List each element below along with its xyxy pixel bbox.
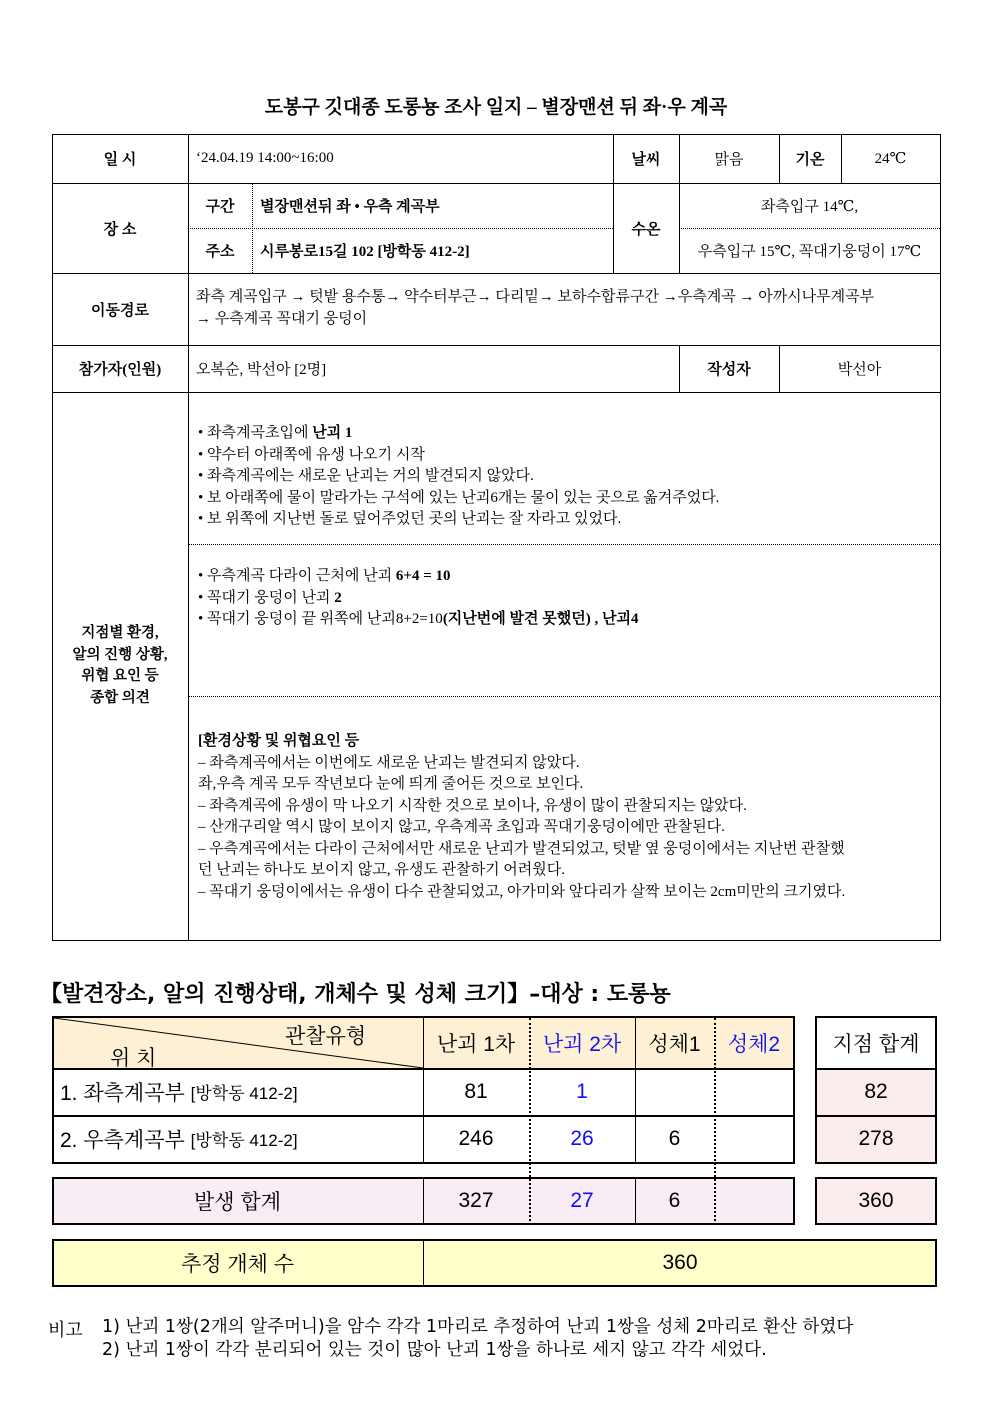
estimate-label: 추정 개체 수	[180, 1253, 295, 1276]
weather-label: 날씨	[631, 152, 661, 168]
notes-label	[52, 392, 188, 940]
note-item: 좌,우측 계곡 모두 작년보다 눈에 띄게 줄어든 것으로 보인다.	[198, 776, 584, 792]
water-temp-1: 좌측입구 14℃,	[760, 199, 859, 215]
col-egg-1: 난괴 1차	[436, 1033, 516, 1056]
note-item: – 좌측계곡에서는 이번에도 새로운 난괴는 발견되지 않았다.	[198, 754, 580, 771]
note-item: • 보 위쪽에 지난번 돌로 덮어주었던 곳의 난괴는 잘 자라고 있었다.	[198, 511, 622, 527]
cell	[714, 1115, 794, 1162]
col-adult-1: 성체1	[648, 1033, 701, 1056]
note-item: • 꼭대기 웅덩이 난괴 2	[198, 589, 342, 606]
note-item: • 꼭대기 웅덩이 끝 위쪽에 난괴8+2=10(지난번에 발견 못했던) , 난괴4	[198, 611, 639, 627]
cell: 6	[668, 1126, 681, 1150]
page-title: 도봉구 깃대종 도롱뇽 조사 일지 – 별장맨션 뒤 좌·우 계곡	[264, 96, 728, 118]
note-item: • 우측계곡 다라이 근처에 난괴 6+4 = 10	[198, 568, 451, 584]
date-label: 일 시	[103, 152, 137, 168]
section-label: 구간	[205, 199, 235, 215]
route-label: 이동경로	[91, 302, 149, 319]
participants-value: 오복순, 박선아 [2명]	[196, 362, 327, 378]
cell: 27	[570, 1189, 594, 1212]
header-type: 관찰유형	[285, 1025, 367, 1048]
place-label: 장 소	[103, 221, 137, 238]
notes-label-line: 위협 요인 등	[81, 668, 159, 684]
estimate-value: 360	[662, 1251, 698, 1274]
sum-label: 발생 합계	[194, 1191, 281, 1214]
route-line: → 우측계곡 꼭대기 웅덩이	[196, 310, 368, 327]
cell	[635, 1068, 714, 1115]
cell	[714, 1068, 794, 1115]
notes-label-line: 지점별 환경,	[81, 625, 159, 641]
cell	[714, 1177, 794, 1225]
cell: 81	[464, 1079, 488, 1103]
note-item: • 좌측계곡초입에 난괴 1	[198, 425, 353, 441]
header-location: 위 치	[110, 1047, 157, 1070]
note-item: – 산개구리알 역시 많이 보이지 않고, 우측계곡 초입과 꼭대기웅덩이에만 관찰된다.	[198, 819, 725, 835]
notes-left-valley	[198, 423, 719, 531]
section-value: 별장맨션뒤 좌 • 우측 계곡부	[260, 199, 440, 215]
participants-label: 참가자(인원)	[78, 362, 162, 378]
notes-environment-title: [환경상황 및 위협요인 등	[198, 733, 360, 749]
notes-label-line: 알의 진행 상황,	[72, 646, 168, 663]
note-item: • 보 아래쪽에 물이 말라가는 구석에 있는 난괴6개는 물이 있는 곳으로 옮겨주었다.	[198, 489, 720, 506]
cell: 246	[458, 1126, 494, 1150]
notes-label-line: 종합 의견	[90, 689, 150, 706]
table-row: 2. 우측계곡부 [방학동 412-2]	[60, 1128, 298, 1152]
site-total-1: 82	[864, 1079, 888, 1103]
route-value	[196, 287, 874, 330]
author-value: 박선아	[837, 362, 882, 378]
cell: 26	[570, 1126, 594, 1150]
site-total-2: 278	[858, 1126, 894, 1150]
site-total-header: 지점 합계	[832, 1033, 920, 1056]
note-item: – 좌측계곡에 유생이 막 나오기 시작한 것으로 보이나, 유생이 많이 관찰되지는 않았다.	[198, 797, 747, 814]
notes-right-valley	[198, 566, 638, 631]
notes-environment	[198, 731, 845, 903]
remarks	[102, 1316, 853, 1362]
author-label: 작성자	[707, 362, 751, 378]
water-temp-label: 수온	[631, 221, 661, 238]
grand-total: 360	[858, 1189, 894, 1212]
cell: 6	[668, 1189, 681, 1212]
address-value: 시루봉로15길 102 [방학동 412-2]	[260, 244, 470, 260]
date-value: ‘24.04.19 14:00~16:00	[196, 150, 334, 166]
note-item: – 꼭대기 웅덩이에서는 유생이 다수 관찰되었고, 아가미와 앞다리가 살짝 보이는 2cm미만의 크기였다.	[198, 883, 846, 900]
remark-item: 2) 난괴 1쌍이 각각 분리되어 있는 것이 많아 난괴 1쌍을 하나로 세지 않고 각각 세었다.	[102, 1340, 767, 1360]
col-egg-2: 난괴 2차	[542, 1033, 622, 1056]
water-temp-2: 우측입구 15℃, 꼭대기웅덩이 17℃	[697, 244, 922, 260]
weather-value: 맑음	[714, 152, 744, 168]
col-adult-2: 성체2	[727, 1033, 781, 1056]
remark-item: 1) 난괴 1쌍(2개의 알주머니)을 암수 각각 1마리로 추정하여 난괴 1쌍을 성체 2마리로 환산 하였다	[102, 1317, 854, 1337]
cell: 1	[576, 1079, 588, 1103]
address-label: 주소	[205, 244, 235, 260]
route-line: 좌측 계곡입구 → 텃밭 용수통→ 약수터부근→ 다리밑→ 보하수합류구간 →우측계곡 → 아까시나무계곡부	[196, 289, 875, 305]
temp-value: 24℃	[874, 151, 907, 167]
note-item: – 우측계곡에서는 다라이 근처에서만 새로운 난괴가 발견되었고, 텃밭 옆 웅덩이에서는 지난번 관찰했	[198, 840, 845, 857]
cell: 327	[458, 1189, 494, 1212]
note-item: • 좌측계곡에는 새로운 난괴는 거의 발견되지 않았다.	[198, 468, 534, 484]
table-row: 1. 좌측계곡부 [방학동 412-2]	[60, 1081, 298, 1105]
note-item: 던 난괴는 하나도 보이지 않고, 유생도 관찰하기 어려웠다.	[198, 862, 566, 878]
remarks-label: 비고	[48, 1320, 83, 1341]
note-item: • 약수터 아래쪽에 유생 나오기 시작	[198, 446, 425, 463]
temp-label: 기온	[795, 152, 825, 168]
survey-title: 【발견장소, 알의 진행상태, 개체수 및 성체 크기】–대상 : 도롱뇽	[40, 981, 671, 1007]
